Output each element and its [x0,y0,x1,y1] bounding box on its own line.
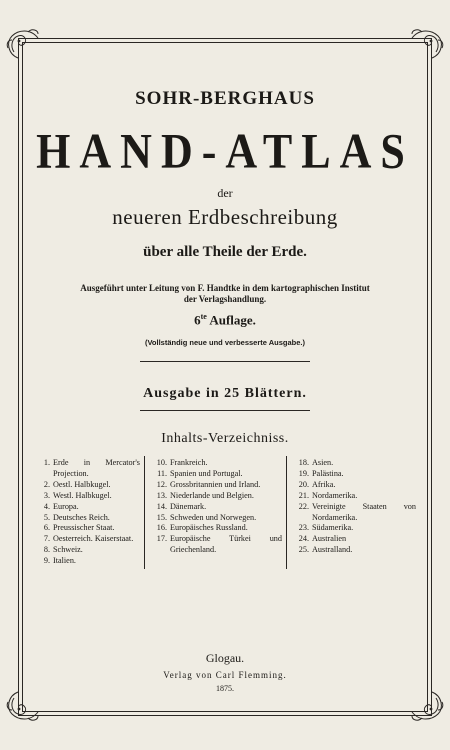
toc-entry-text: Palästina. [312,468,344,478]
toc-entry-number: 10. [156,458,167,467]
toc-entry-text: Spanien und Portugal. [170,468,243,478]
toc-entry [35,491,140,502]
toc-entry-text: Schweden und Norwegen. [170,512,257,522]
title-der: der [217,186,233,200]
title-line-1: SOHR-BERGHAUS [135,88,315,109]
toc-entry-number: 24. [298,534,309,544]
toc-entry-text: Südamerika. [312,523,354,533]
toc-entry-text: Europäische Türkei und Griechenland. [170,534,282,555]
toc-entry-text: Nordamerika. [312,490,358,500]
toc-entry-text: Asien. [312,458,334,467]
production-note-line-1: Ausgeführt unter Leitung von F. Handtke in dem kartographischen Institut [80,283,370,293]
toc-entry-number: 16. [156,523,167,533]
edition-number: 6 [194,312,201,328]
toc-entry [149,491,282,502]
corner-ornament-icon [4,688,42,726]
imprint-publisher: Verlag von Carl Flemming. [163,670,287,680]
toc-column [144,456,286,569]
title-hand-atlas: HAND-ATLAS [36,124,414,179]
toc-entry [35,513,140,524]
toc-entry-number: 15. [156,512,167,522]
edition-word: Auflage. [209,312,256,328]
toc-entry [291,545,416,556]
toc-entry-number: 2. [43,479,50,489]
toc-entry [149,469,282,480]
toc-table [31,456,420,569]
toc-entry [291,491,416,502]
edition [0,312,450,328]
toc-entry-number: 8. [43,545,50,555]
toc-column [31,456,144,569]
toc-heading: Inhalts-Verzeichniss. [161,431,289,446]
title-line-3: neueren Erdbeschreibung [112,205,338,229]
toc-entry-text: Oestl. Halbkugel. [53,479,111,489]
toc-entry [291,502,416,524]
edition-note: (Vollständig neue und verbesserte Ausgabe.) [144,338,306,347]
toc-entry [35,502,140,513]
toc-entry-text: Europa. [53,501,79,511]
toc-column [286,456,420,569]
toc-entry-number: 25. [298,545,309,555]
toc-entry-number: 3. [43,490,50,500]
toc-entry-text: Preussischer Staat. [53,523,115,533]
toc-entry-text: Afrika. [312,479,336,489]
toc-entry-text: Frankreich. [170,458,208,467]
toc-entry [35,556,140,567]
toc-entry [35,480,140,491]
toc-entry-text: Italien. [53,556,76,566]
toc-entry [149,534,282,556]
toc-entry-text: Australland. [312,545,353,555]
toc-entry-text: Vereinigte Staaten von Nordamerika. [312,501,416,522]
corner-ornament-icon [408,24,446,62]
toc-entry-number: 17. [156,534,167,544]
toc-entry-text: Grossbritannien und Irland. [170,479,261,489]
toc-entry [291,523,416,534]
toc-entry [149,480,282,491]
toc-entry-text: Schweiz. [53,545,83,555]
toc-entry [149,523,282,534]
toc-entry [291,480,416,491]
toc-entry [35,458,140,480]
toc-entry-text: Niederlande und Belgien. [170,490,254,500]
toc-entry-number: 21. [298,490,309,500]
toc-entry-text: Australien [312,534,347,544]
toc-entry [149,502,282,513]
toc-entry-text: Oesterreich. Kaiserstaat. [53,534,134,544]
toc-entry [35,545,140,556]
toc-entry-number: 5. [43,512,50,522]
toc-entry-number: 11. [157,468,167,478]
toc-entry-number: 14. [156,501,167,511]
imprint-place: Glogau. [205,651,245,665]
toc-entry-text: Westl. Halbkugel. [53,490,112,500]
toc-entry-number: 12. [156,479,167,489]
production-note-line-2: der Verlagshandlung. [183,294,267,304]
toc-entry [291,469,416,480]
divider-top [140,361,310,362]
toc-entry-number: 20. [298,479,309,489]
toc-entry-number: 7. [43,534,50,544]
toc-entry-number: 23. [298,523,309,533]
toc-entry-number: 22. [298,501,309,511]
toc-entry-number: 13. [156,490,167,500]
toc-entry-number: 9. [43,556,50,566]
toc-entry-number: 19. [298,468,309,478]
toc-entry-text: Dänemark. [170,501,207,511]
toc-entry [35,523,140,534]
toc-entry-text: Deutsches Reich. [53,512,110,522]
title-line-4: über alle Theile der Erde. [143,244,307,260]
divider-bottom [140,410,310,411]
toc-entry [35,534,140,545]
toc-entry-text: Erde in Mercator's Projection. [53,458,140,478]
toc-entry-text: Europäisches Russland. [170,523,248,533]
issue-line: Ausgabe in 25 Blättern. [143,386,307,401]
toc-entry [291,534,416,545]
toc-entry [291,458,416,469]
toc-entry [149,458,282,469]
imprint-year: 1875. [216,684,234,693]
toc-entry-number: 4. [43,501,50,511]
toc-entry-number: 6. [43,523,50,533]
corner-ornament-icon [4,24,42,62]
toc-entry-number: 1. [43,458,50,467]
corner-ornament-icon [408,688,446,726]
toc-entry [149,513,282,524]
toc-entry-number: 18. [298,458,309,467]
edition-suffix: te [200,312,207,321]
